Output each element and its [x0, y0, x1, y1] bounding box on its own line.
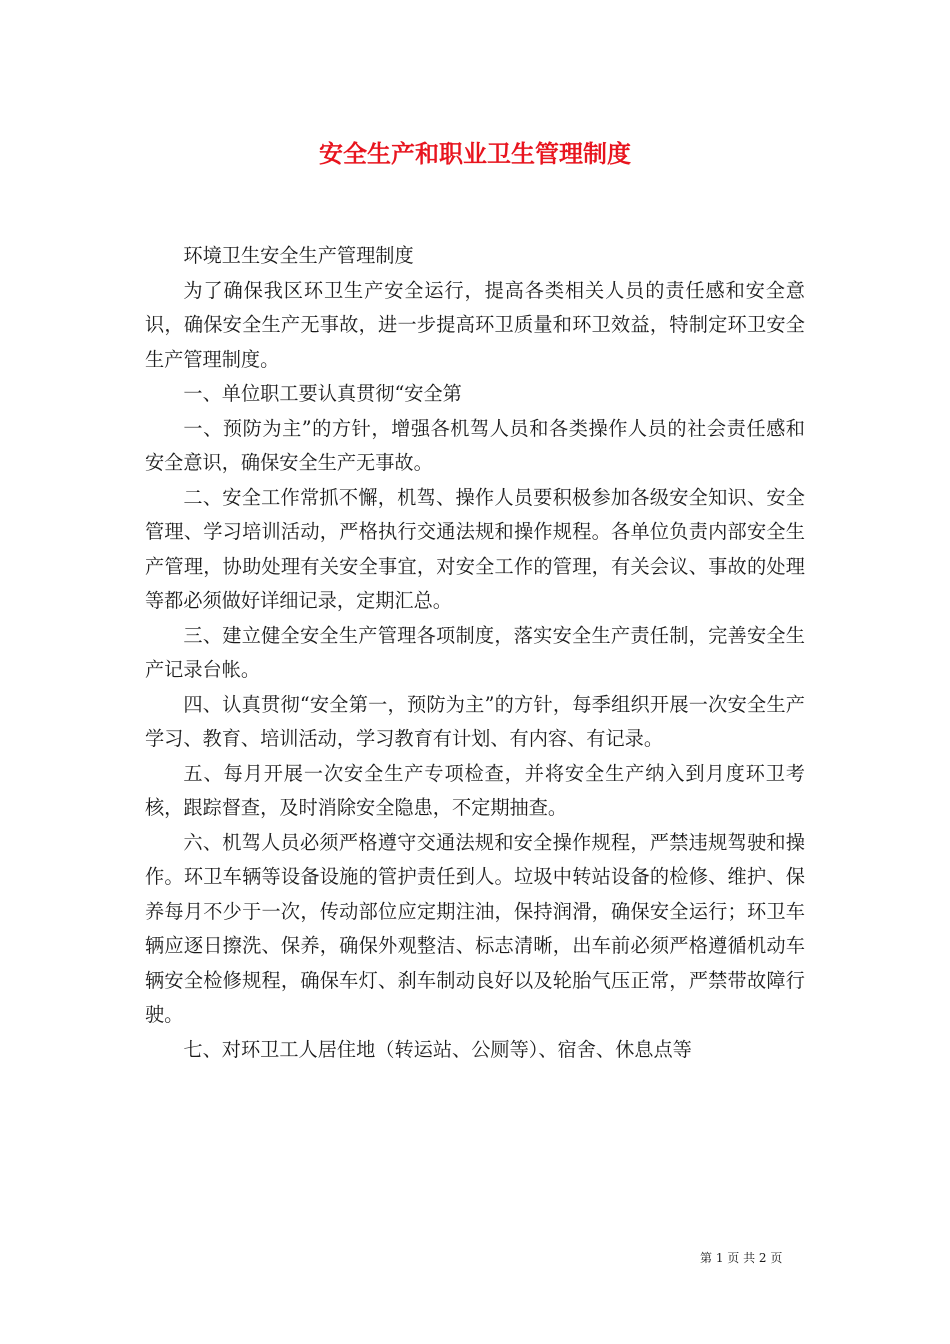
paragraph-item-3: 三、建立健全安全生产管理各项制度，落实安全生产责任制，完善安全生产记录台帐。: [145, 623, 805, 681]
paragraph-item-5: 五、每月开展一次安全生产专项检查，并将安全生产纳入到月度环卫考核，跟踪督查，及时消除安全隐患，不定期抽查。: [145, 761, 805, 819]
paragraph-item-1b: 一、预防为主”的方针，增强各机驾人员和各类操作人员的社会责任感和安全意识，确保安全生产无事故。: [145, 416, 805, 474]
document-body: [145, 239, 805, 1067]
paragraph-item-1a: 一、单位职工要认真贯彻“安全第: [183, 382, 462, 405]
paragraph-item-2: 二、安全工作常抓不懈，机驾、操作人员要积极参加各级安全知识、安全管理、学习培训活动，严格执行交通法规和操作规程。各单位负责内部安全生产管理，协助处理有关安全事宜，对安全工作的管理，有关会议、事故的处理等都必须做好详细记录，定期汇总。: [145, 485, 805, 612]
paragraph-item-6: 六、机驾人员必须严格遵守交通法规和安全操作规程，严禁违规驾驶和操作。环卫车辆等设备设施的管护责任到人。垃圾中转站设备的检修、维护、保养每月不少于一次，传动部位应定期注油，保持润滑，确保安全运行；环卫车辆应逐日擦洗、保养，确保外观整洁、标志清晰，出车前必须严格遵循机动车辆安全检修规程，确保车灯、刹车制动良好以及轮胎气压正常，严禁带故障行驶。: [145, 830, 805, 1026]
page-number: 第 1 页 共 2 页: [700, 1251, 783, 1265]
document-title: 安全生产和职业卫生管理制度: [319, 139, 631, 168]
paragraph-item-4: 四、认真贯彻“安全第一，预防为主”的方针，每季组织开展一次安全生产学习、教育、培训活动，学习教育有计划、有内容、有记录。: [145, 692, 805, 750]
paragraph-item-7: 七、对环卫工人居住地（转运站、公厕等）、宿舍、休息点等: [183, 1037, 692, 1061]
section-subtitle: 环境卫生安全生产管理制度: [183, 244, 414, 267]
paragraph-intro: 为了确保我区环卫生产安全运行，提高各类相关人员的责任感和安全意识，确保安全生产无事故，进一步提高环卫质量和环卫效益，特制定环卫安全生产管理制度。: [145, 278, 805, 371]
